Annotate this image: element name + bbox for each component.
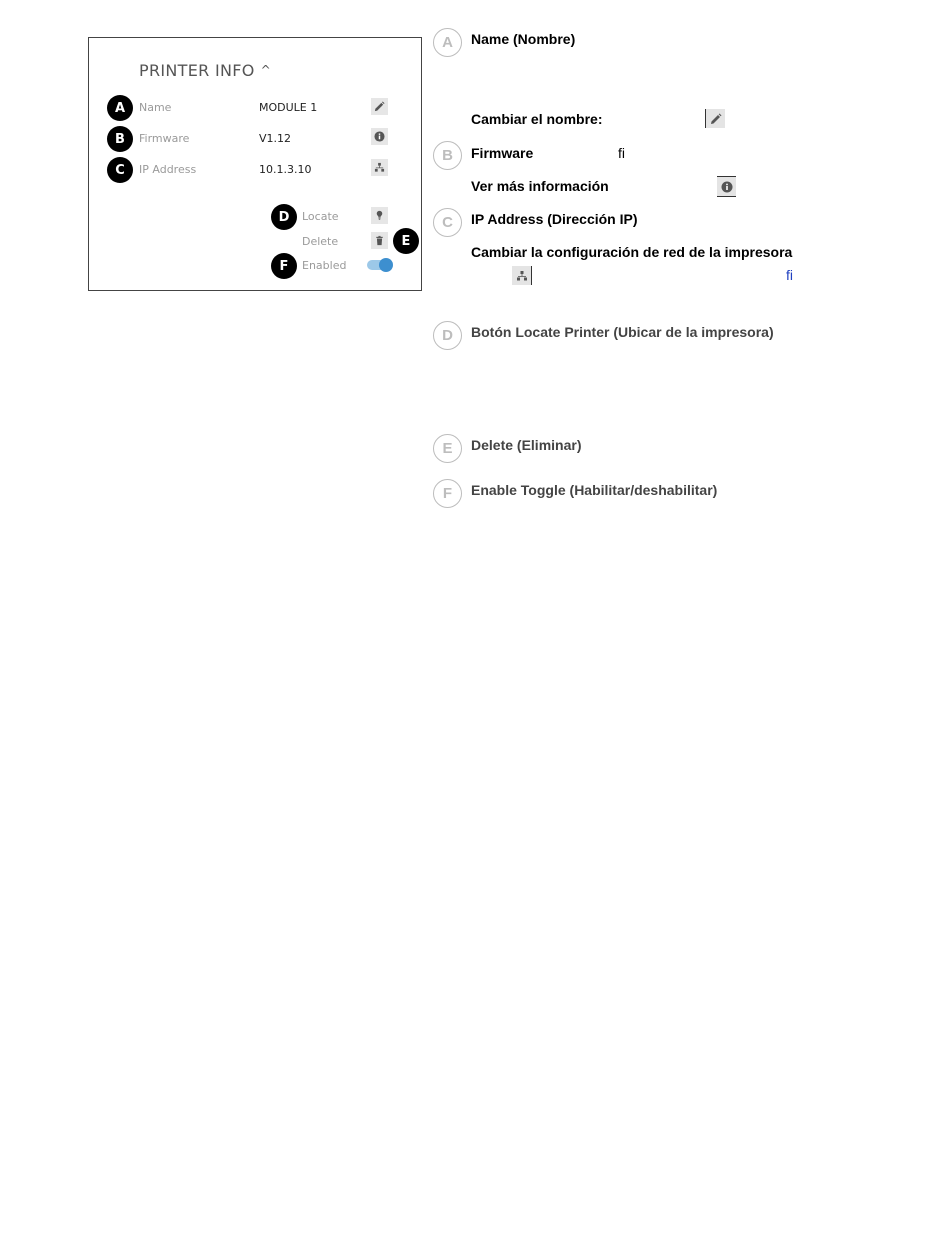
network-settings-button[interactable] [371,159,388,176]
callout-c: C [107,157,133,183]
callout-d: D [271,204,297,230]
letter-c-badge: C [433,208,462,237]
callout-b: B [107,126,133,152]
delete-printer-button[interactable] [371,232,388,249]
enabled-label: Enabled [302,259,347,272]
toggle-knob[interactable] [379,258,393,272]
letter-b-badge: B [433,141,462,170]
firmware-value: V1.12 [259,132,292,145]
firmware-label: Firmware [139,132,190,145]
letter-f-badge: F [433,479,462,508]
locate-printer-button[interactable] [371,207,388,224]
pencil-icon [710,113,722,125]
more-info-text: Ver más información [471,178,609,194]
printer-info-panel [88,37,422,291]
letter-a-badge: A [433,28,462,57]
firmware-info-button[interactable] [371,128,388,145]
chevron-up-icon[interactable]: ^ [260,63,271,77]
locate-label: Locate [302,210,339,223]
callout-f: F [271,253,297,279]
info-inline-icon [717,176,736,197]
edit-name-button[interactable] [371,98,388,115]
delete-label: Delete [302,235,339,248]
pencil-icon [374,101,385,112]
name-value: MODULE 1 [259,101,318,114]
network-icon [516,270,528,282]
callout-e: E [393,228,419,254]
network-inline-icon [512,266,532,285]
panel-title[interactable] [139,61,271,80]
enable-toggle-heading: Enable Toggle (Habilitar/deshabilitar) [471,482,718,498]
change-name-text: Cambiar el nombre: [471,111,603,127]
ip-address-value: 10.1.3.10 [259,163,312,176]
network-icon [374,162,385,173]
trash-icon [374,235,385,246]
panel-title-text: PRINTER INFO [139,61,255,80]
lightbulb-icon [374,210,385,221]
ip-address-heading: IP Address (Dirección IP) [471,211,638,227]
firmware-heading: Firmware [471,145,534,161]
name-heading: Name (Nombre) [471,31,576,47]
info-icon [721,181,733,193]
network-fi-text: fi [786,267,793,283]
ip-address-label: IP Address [139,163,197,176]
delete-heading: Delete (Eliminar) [471,437,582,453]
letter-e-badge: E [433,434,462,463]
letter-d-badge: D [433,321,462,350]
edit-name-inline-icon [705,109,725,128]
locate-printer-heading: Botón Locate Printer (Ubicar de la impresora) [471,324,774,340]
firmware-fi-text: fi [618,145,625,161]
change-network-text: Cambiar la configuración de red de la impresora [471,244,793,260]
name-label: Name [139,101,172,114]
callout-a: A [107,95,133,121]
info-icon [374,131,385,142]
enabled-toggle[interactable] [367,260,391,270]
